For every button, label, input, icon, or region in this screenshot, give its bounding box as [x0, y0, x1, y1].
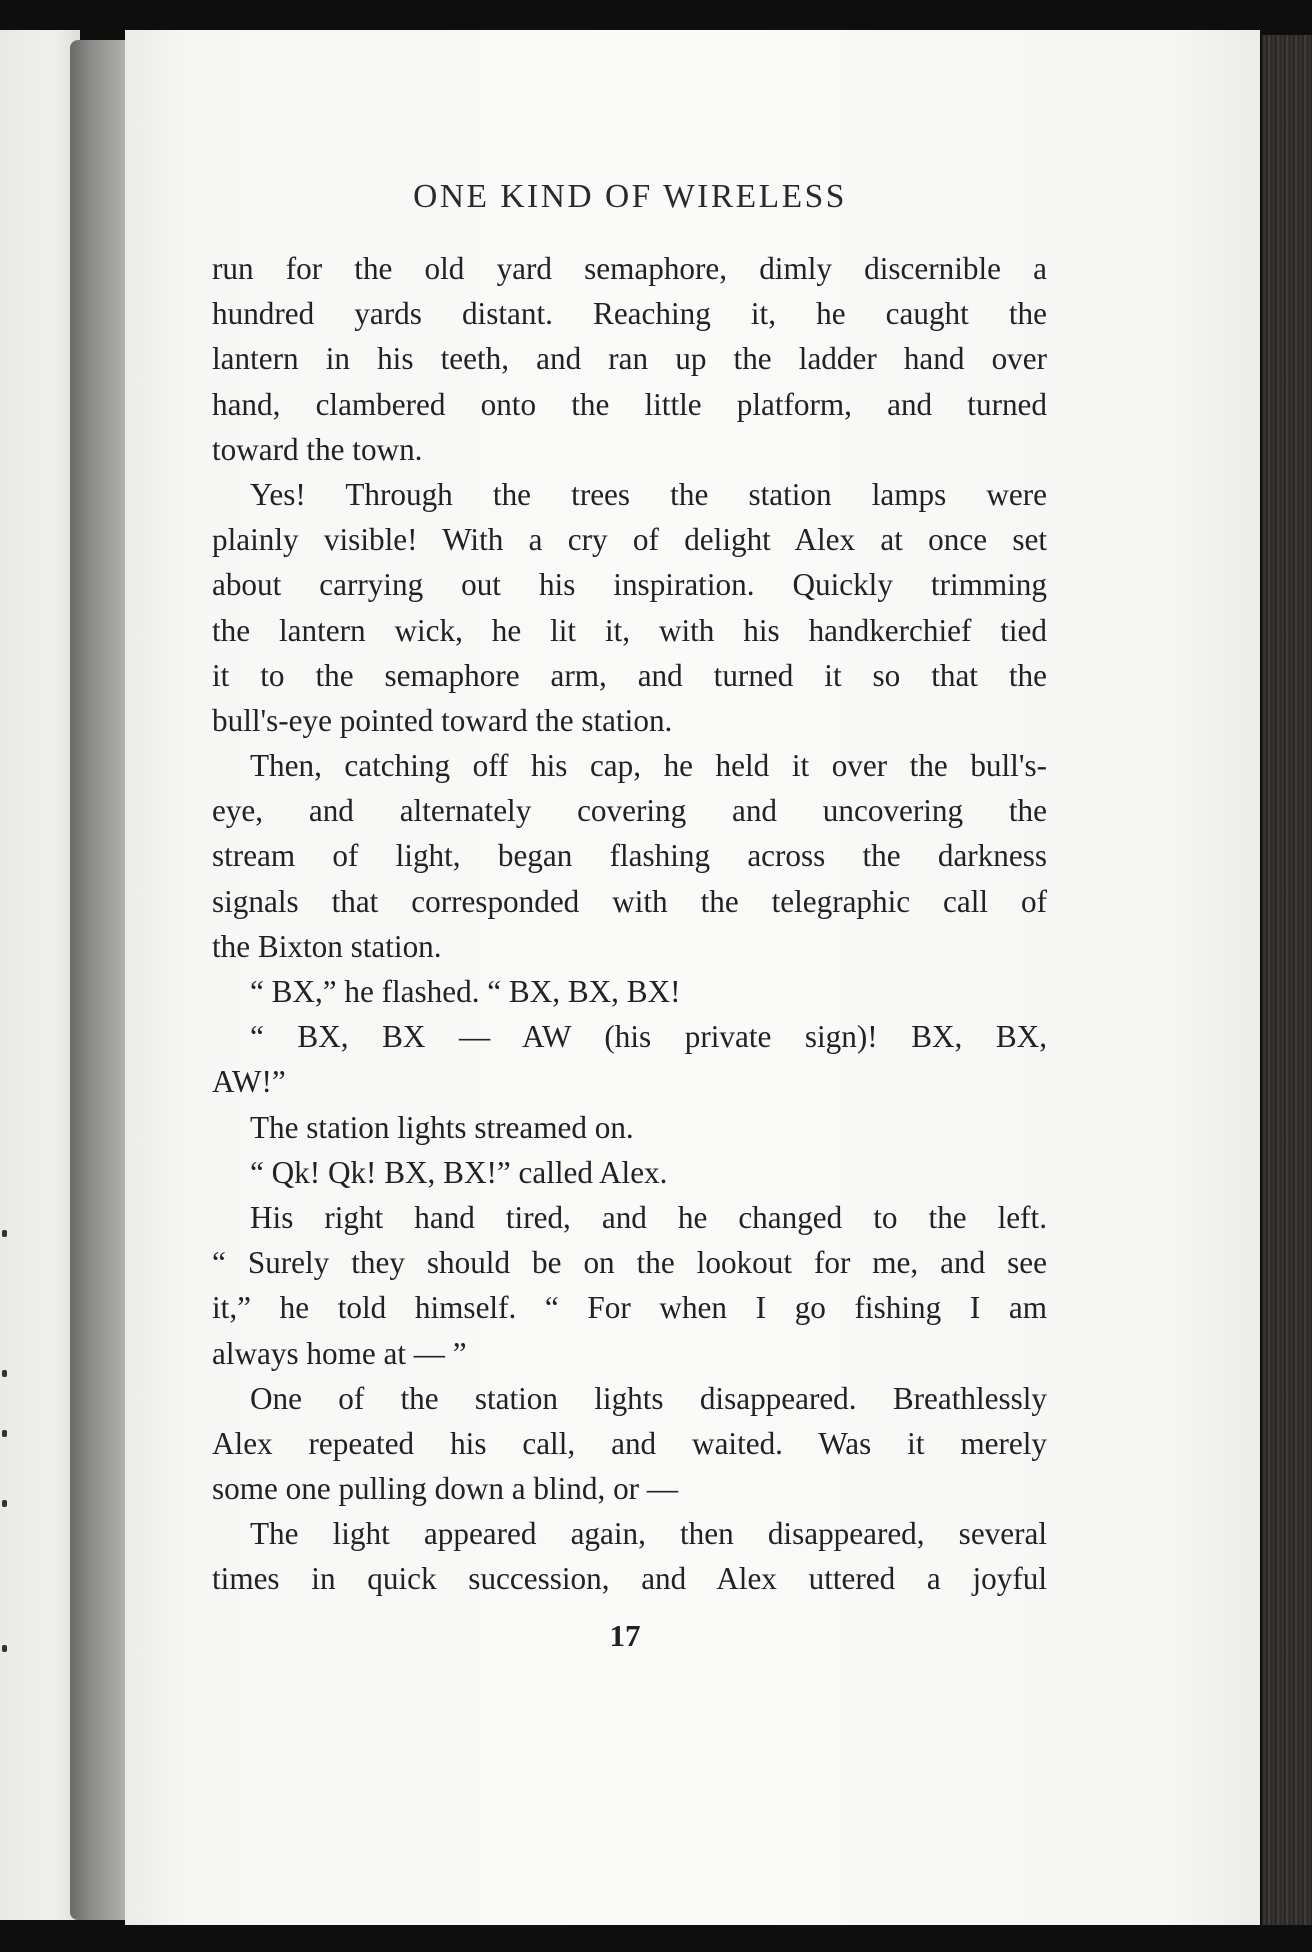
text-line: “ Qk! Qk! BX, BX!” called Alex.	[250, 1154, 668, 1190]
text-line: AW!”	[212, 1064, 286, 1100]
text-line: Yes! Through the trees the station lamps were	[250, 476, 1047, 512]
text-line: the lantern wick, he lit it, with his handkerchief tied	[212, 612, 1047, 648]
text-line: bull's-eye pointed toward the station.	[212, 702, 673, 738]
text-line: always home at — ”	[212, 1335, 467, 1371]
text-line: “ BX,” he flashed. “ BX, BX, BX!	[250, 974, 681, 1009]
book-cover-edge	[1262, 35, 1312, 1925]
facing-page-text-fragments	[0, 1230, 12, 1650]
text-line: times in quick succession, and Alex uttered a joyful	[212, 1561, 1047, 1597]
text-line: it,” he told himself. “ For when I go fishing I am	[212, 1290, 1047, 1326]
text-line: some one pulling down a blind, or —	[212, 1471, 679, 1507]
facing-page-edge	[0, 30, 80, 1920]
text-line: toward the town.	[212, 431, 423, 467]
text-line: run for the old yard semaphore, dimly discernible a	[212, 251, 1047, 286]
text-line: “ BX, BX — AW (his private sign)! BX, BX,	[250, 1019, 1047, 1055]
page-number: 17	[609, 1618, 641, 1653]
text-line: hand, clambered onto the little platform, and turned	[212, 386, 1047, 422]
text-line: plainly visible! With a cry of delight Alex at once set	[212, 522, 1047, 558]
text-line: stream of light, began flashing across the darkness	[212, 838, 1047, 874]
running-head: ONE KIND OF WIRELESS	[413, 178, 847, 215]
text-line: The light appeared again, then disappeared, several	[250, 1516, 1047, 1552]
text-line: His right hand tired, and he changed to the left.	[250, 1199, 1047, 1235]
text-line: Alex repeated his call, and waited. Was it merely	[212, 1425, 1047, 1461]
text-line: lantern in his teeth, and ran up the ladder hand over	[212, 341, 1047, 377]
text-line: signals that corresponded with the telegraphic call of	[212, 883, 1047, 919]
text-line: Then, catching off his cap, he held it over the bull's-	[250, 748, 1047, 784]
text-line: it to the semaphore arm, and turned it so that the	[212, 657, 1047, 693]
text-line: “ Surely they should be on the lookout for me, and see	[212, 1245, 1047, 1281]
text-line: eye, and alternately covering and uncovering the	[212, 793, 1047, 829]
body-text	[212, 246, 1047, 1602]
text-line: hundred yards distant. Reaching it, he caught the	[212, 296, 1047, 332]
text-line: the Bixton station.	[212, 928, 442, 964]
text-line: about carrying out his inspiration. Quickly trimming	[212, 567, 1047, 603]
text-line: The station lights streamed on.	[250, 1109, 634, 1145]
text-line: One of the station lights disappeared. Breathlessly	[250, 1380, 1047, 1416]
